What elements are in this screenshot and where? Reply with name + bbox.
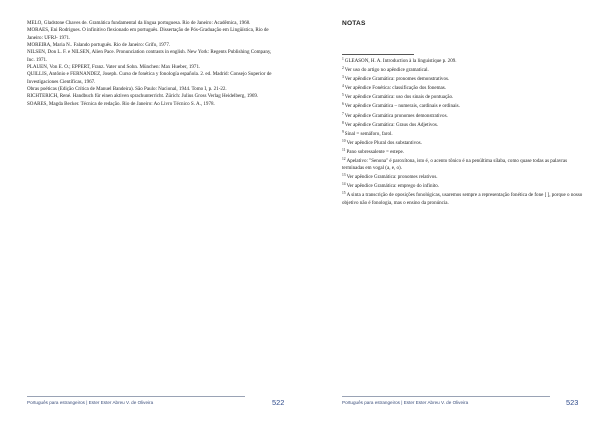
- bibliography-entry: Obras poéticas (Edição Crítica de Manuel Bandeira). São Paulo: Nacional, 1944. Tomo I, p. 21-22.: [27, 86, 227, 93]
- note-text: GLEASON, H. A. Introduction à la linguistique p. 209.: [344, 58, 457, 64]
- bibliography-entry: MOREIRA, Maria N.. Falando português. Rio de Janeiro: Grifo, 1977.: [27, 42, 171, 49]
- footer-divider: [342, 396, 550, 397]
- note-number: 2: [342, 66, 344, 71]
- note-text: Ver apêndice Gramática: pronomes relativos.: [346, 174, 438, 181]
- bibliography-entry: NILSEN, Don L. F. e NILSEN, Alien Pace. Pronunciation contrasts in english. New York: Regents Publishing Company, Inc. 1971.: [27, 49, 272, 63]
- page-number: 523: [566, 398, 579, 407]
- note-text: Ver apêndice Gramática: emprego do infinito.: [346, 183, 440, 190]
- note-number: 1: [342, 57, 344, 61]
- bibliography-entry: RICHTERICH, René. Handbuch für einen aktiven sprachunterricht. Zürich: Julius Gross Verlag Heidelberg, 1969.: [27, 93, 259, 100]
- note-item: [342, 101, 587, 110]
- note-number: 14: [342, 182, 346, 187]
- note-item: [342, 111, 587, 120]
- note-text: Ver apêndice Gramática pronomes demonstrativos.: [344, 112, 448, 119]
- bibliography-entry: MORAES, Eni Rodrigues. O infinitivo flexionado em português. Dissertação de Pós-Graduação em Lingüística, Rio de Janeiro: UFRJ- 1971.: [27, 27, 269, 41]
- page-footer: Português para estrangeiros | Ester Ester Abreu V. de Oliveira: [27, 400, 154, 405]
- note-number: 15: [342, 191, 346, 196]
- note-text: Ver apêndice Gramática: Graus dos Adjetivos.: [344, 121, 439, 128]
- note-number: 7: [342, 111, 344, 116]
- note-item: [342, 56, 587, 65]
- note-number: 4: [342, 84, 344, 89]
- footer-divider: [27, 396, 245, 397]
- note-text: Ver apêndice Gramática – numerais, cardinais e ordinais.: [344, 103, 460, 110]
- note-number: 10: [342, 138, 346, 143]
- bibliography-entry: PLAUEN, Von E. O.; EPPERT, Franz. Vater und Sohn. München: Max Hueber, 1971.: [27, 64, 201, 71]
- note-text: Ver apêndice Gramática: pronomes demonstrativos.: [344, 76, 450, 83]
- note-number: 5: [342, 93, 344, 98]
- note-number: 9: [342, 129, 344, 134]
- note-item: [342, 65, 587, 74]
- note-number: 13: [342, 173, 346, 178]
- notes-divider: [342, 54, 414, 55]
- note-number: 8: [342, 120, 344, 125]
- note-text: Pano sobressalente = estepe.: [346, 148, 404, 155]
- bibliography-entry: QUILLIS, Antônio e FERNANDEZ, Joseph. Curso de fonética y fonología española. 2. ed. Madrid: Consejo Superior de Investigaciones Científicas, 1967.: [27, 71, 272, 85]
- right-page: [300, 0, 600, 424]
- note-item: [342, 120, 587, 129]
- note-number: 6: [342, 102, 344, 107]
- note-item: [342, 83, 587, 92]
- note-text: Ver apêndice Plural dos substantivos.: [346, 139, 422, 146]
- note-item: [342, 74, 587, 83]
- note-number: 11: [342, 147, 346, 152]
- note-item: [342, 172, 587, 181]
- page-footer: Português para estrangeiros | Ester Ester Abreu V. de Oliveira: [342, 400, 469, 405]
- note-text: Apelativo: "Senona" é paroxítona, isto é, o acento tônico é na penúltima sílaba, como quase todas as palavras terminadas em vogal (a, e, o).: [342, 158, 568, 172]
- bibliography: [27, 20, 272, 108]
- note-text: Sinal = semáforo, farol.: [344, 130, 393, 137]
- note-text: Ver apêndice Fonética: classificação dos fonemas.: [344, 85, 446, 92]
- bibliography-entry: MELO, Gladstone Chaves de. Gramática fundamental da língua portuguesa. Rio de Janeiro: Acadêmica, 1968.: [27, 20, 251, 26]
- note-item: [342, 190, 587, 206]
- notes-heading: NOTAS: [342, 20, 366, 27]
- note-number: 12: [342, 157, 346, 162]
- note-item: [342, 138, 587, 147]
- note-text: Ver uso do artigo no apêndice gramatical.: [344, 67, 429, 74]
- note-item: [342, 129, 587, 138]
- note-item: [342, 92, 587, 101]
- note-text: A sinta a transcrição de oposições fonológicas, usaremos sempre a representação fonética de fone [ ], porque o nosso objetivo não é fonologia, mas o ensino da pronúncia.: [342, 192, 583, 206]
- note-text: Ver apêndice Gramática: uso dos sinais de pontuação.: [344, 94, 454, 101]
- note-item: [342, 147, 587, 156]
- page-number: 522: [272, 398, 285, 407]
- notes-list: [342, 56, 587, 207]
- note-number: 3: [342, 75, 344, 80]
- note-item: [342, 156, 587, 172]
- note-item: [342, 181, 587, 190]
- bibliography-entry: SOARES, Magda Becker. Técnica de redação. Rio de Janeiro: Ao Livro Técnico S. A., 1978.: [27, 100, 215, 107]
